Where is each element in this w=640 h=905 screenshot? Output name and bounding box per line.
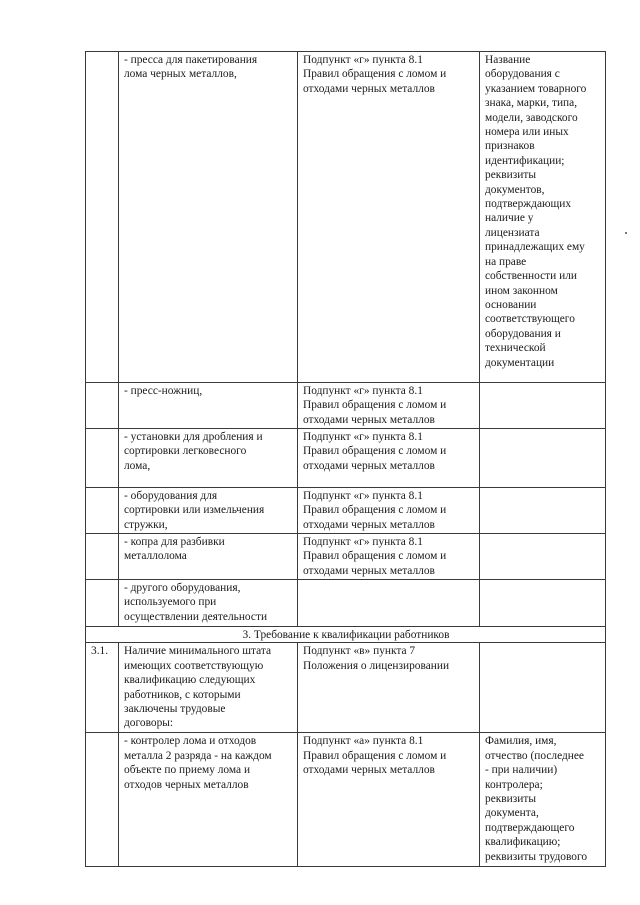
required-documents-cell: Название оборудования с указанием товарного знака, марки, типа, модели, заводского номера или иных признаков идентификации; реквизиты документов, подтверждающих наличие у лицензиата принадлежащих ему на праве собственности или ином законном основании соответствующего оборудования и технической документации [480, 52, 606, 383]
row-number-cell [86, 580, 119, 627]
required-documents-cell [480, 429, 606, 488]
table-row [86, 488, 606, 534]
equipment-item-cell: - пресс-ножниц, [119, 383, 298, 429]
legal-basis-cell [298, 580, 480, 627]
requirement-item-cell: Наличие минимального штата имеющих соответствующую квалификацию следующих работников, с которыми заключены трудовые договоры: [119, 643, 298, 733]
row-number-cell [86, 383, 119, 429]
equipment-item-cell: - копра для разбивки металлолома [119, 534, 298, 580]
equipment-item-cell: - другого оборудования, используемого при осуществлении деятельности [119, 580, 298, 627]
legal-basis-cell: Подпункт «в» пункта 7 Положения о лицензировании [298, 643, 480, 733]
row-number-cell [86, 733, 119, 867]
legal-basis-cell: Подпункт «а» пункта 8.1 Правил обращения с ломом и отходами черных металлов [298, 733, 480, 867]
table-row [86, 383, 606, 429]
table-row [86, 643, 606, 733]
equipment-item-cell: - оборудования для сортировки или измельчения стружки, [119, 488, 298, 534]
legal-basis-cell: Подпункт «г» пункта 8.1 Правил обращения с ломом и отходами черных металлов [298, 488, 480, 534]
requirement-item-cell: - контролер лома и отходов металла 2 разряда - на каждом объекте по приему лома и отходов черных металлов [119, 733, 298, 867]
row-number-cell [86, 534, 119, 580]
legal-basis-cell: Подпункт «г» пункта 8.1 Правил обращения с ломом и отходами черных металлов [298, 534, 480, 580]
table-row [86, 429, 606, 488]
required-documents-cell [480, 643, 606, 733]
table-row [86, 733, 606, 867]
row-number-cell [86, 52, 119, 383]
required-documents-cell [480, 383, 606, 429]
required-documents-cell [480, 580, 606, 627]
legal-basis-cell: Подпункт «г» пункта 8.1 Правил обращения с ломом и отходами черных металлов [298, 429, 480, 488]
legal-basis-cell: Подпункт «г» пункта 8.1 Правил обращения с ломом и отходами черных металлов [298, 383, 480, 429]
required-documents-cell [480, 534, 606, 580]
required-documents-cell: Фамилия, имя, отчество (последнее - при наличии) контролера; реквизиты документа, подтверждающего квалификацию; реквизиты трудового [480, 733, 606, 867]
section-title: 3. Требование к квалификации работников [86, 627, 606, 643]
row-number-cell [86, 488, 119, 534]
licensing-requirements-table [85, 51, 606, 867]
row-number-cell: 3.1. [86, 643, 119, 733]
table-row [86, 534, 606, 580]
section-header-row [86, 627, 606, 643]
equipment-item-cell: - пресса для пакетирования лома черных металлов, [119, 52, 298, 383]
row-number-cell [86, 429, 119, 488]
table-row [86, 580, 606, 627]
legal-basis-cell: Подпункт «г» пункта 8.1 Правил обращения с ломом и отходами черных металлов [298, 52, 480, 383]
table-row [86, 52, 606, 383]
scan-speck [625, 232, 627, 234]
equipment-item-cell: - установки для дробления и сортировки легковесного лома, [119, 429, 298, 488]
required-documents-cell [480, 488, 606, 534]
